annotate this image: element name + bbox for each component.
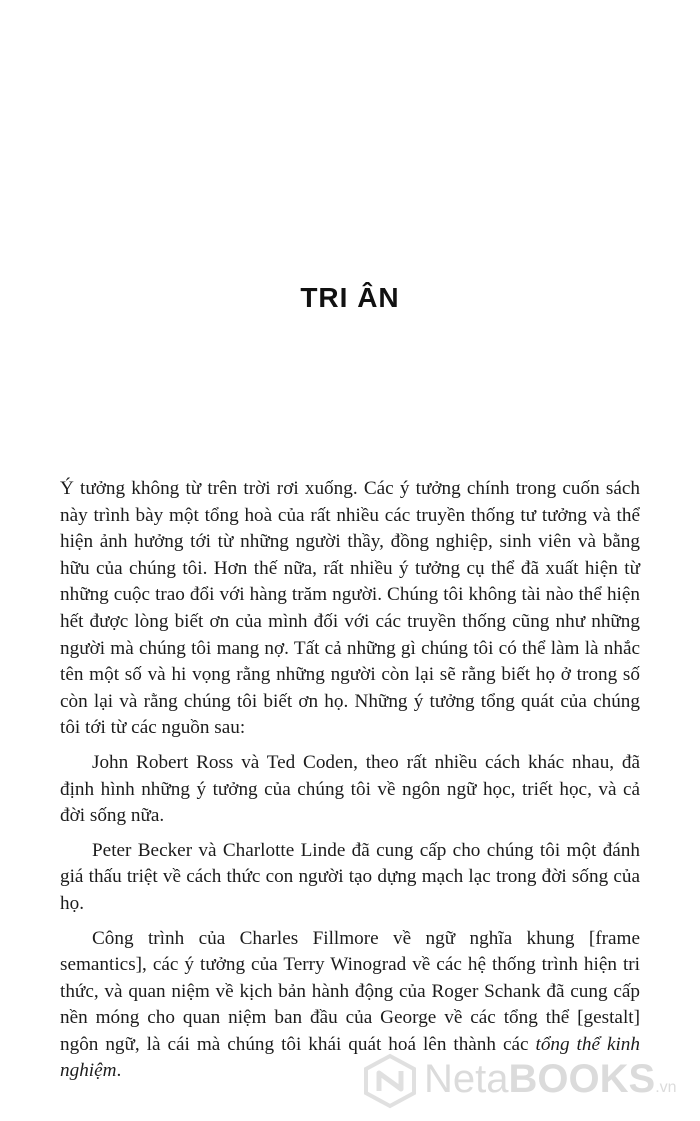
page-title: TRI ÂN: [300, 282, 400, 313]
paragraph-intro: Ý tưởng không từ trên trời rơi xuống. Các ý tưởng chính trong cuốn sách này trình bày một tổng hoà của rất nhiều các truyền thống tư tưởng và thể hiện ảnh hưởng tới từ những người thầy, đồng nghiệp, sinh viên và bằng hữu của chúng tôi. Hơn thế nữa, rất nhiều ý tưởng cụ thể đã xuất hiện từ những cuộc trao đổi với hàng trăm người. Chúng tôi không tài nào thể hiện hết được lòng biết ơn của mình đối với các truyền thống cũng như những người mà chúng tôi mang nợ. Tất cả những gì chúng tôi có thể làm là nhắc tên một số và hi vọng rằng những người còn lại sẽ rằng biết họ ở trong số còn lại và rằng chúng tôi biết ơn họ. Những ý tưởng tổng quát của chúng tôi tới từ các nguồn sau:: [60, 478, 640, 739]
watermark-brand-neta: Neta: [424, 1057, 509, 1101]
watermark-brand: [424, 1057, 677, 1102]
paragraph-becker-linde: Peter Becker và Charlotte Linde đã cung cấp cho chúng tôi một đánh giá thấu triệt về cách thức con người tạo dựng mạch lạc trong đời sống của họ.: [60, 839, 640, 914]
paragraph-fillmore-end: .: [116, 1060, 122, 1082]
paragraph-ross-coden: John Robert Ross và Ted Coden, theo rất nhiều cách khác nhau, đã định hình những ý tưởng của chúng tôi về ngôn ngữ học, triết học, và cả đời sống nữa.: [60, 751, 640, 827]
paragraph-fillmore-italic: tổng thể kinh nghiệm: [60, 1033, 640, 1082]
body-text: [60, 476, 640, 1085]
watermark-brand-books: BOOKS: [508, 1057, 656, 1101]
watermark: [362, 1051, 692, 1111]
watermark-brand-suffix: .vn: [655, 1079, 677, 1096]
paragraph-fillmore-text: Công trình của Charles Fillmore về ngữ nghĩa khung [frame semantics], các ý tưởng của Terry Winograd về các hệ thống trình hiện tri thức, và quan niệm về kịch bản hành động của Roger Schank đã cung cấp nền móng cho quan niệm ban đầu của George về các tổng thể [gestalt] ngôn ngữ, là cái mà chúng tôi khái quát hoá lên thành các: [60, 927, 640, 1055]
n-cube-logo-icon: [362, 1053, 418, 1109]
